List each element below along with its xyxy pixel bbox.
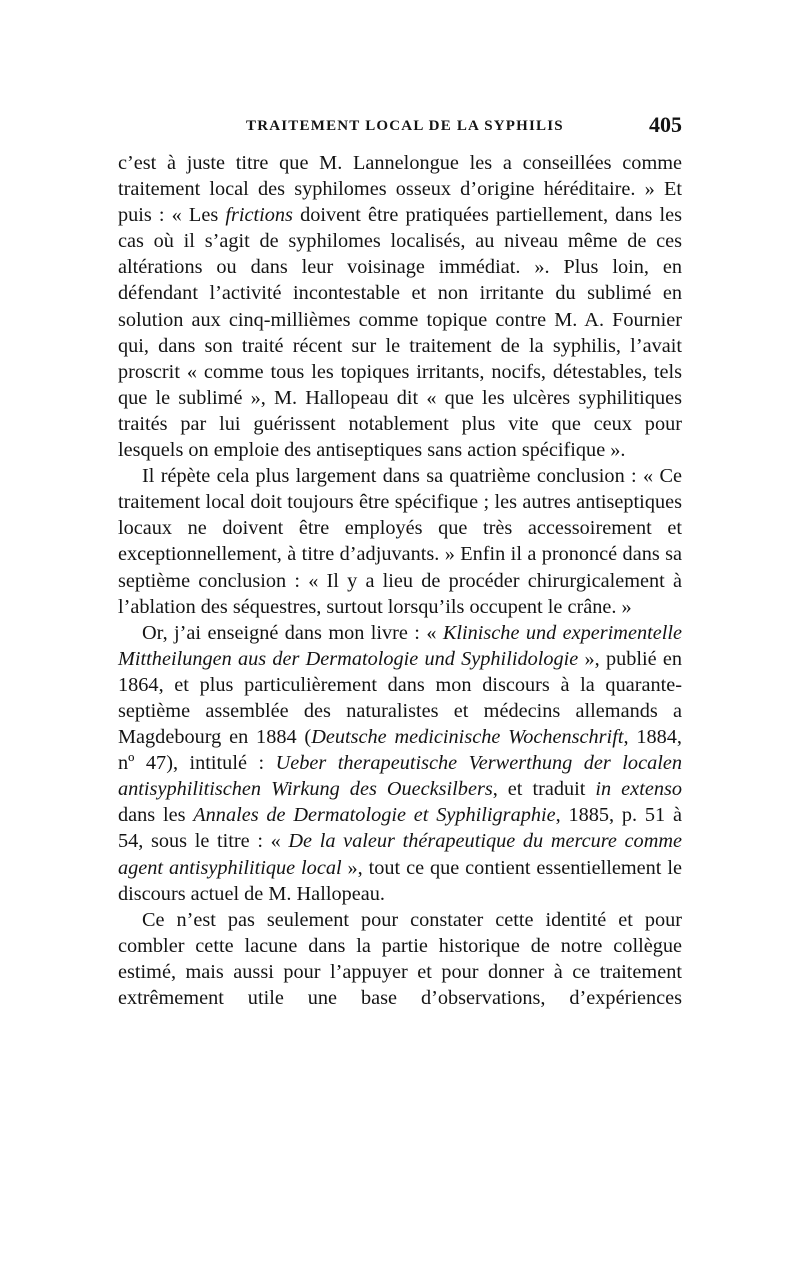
paragraph xyxy=(118,907,682,1011)
text-segment-italic: De la valeur thérapeutique du mercure comme agent antisyphilitique local xyxy=(118,830,682,879)
text-segment: dans les xyxy=(118,804,194,827)
book-page xyxy=(118,112,682,1011)
text-segment: Il répète cela plus largement dans sa quatrième conclusion : « Ce traitement local doit toujours être spécifique ; les autres antiseptiques locaux ne doivent être employés que très accessoirement et exceptionnellement, à titre d’adjuvants. » Enfin il a prononcé dans sa septième conclusion : « Il y a lieu de procéder chirurgicalement à l’ablation des séquestres, surtout lorsqu’ils occupent le crâne. » xyxy=(118,465,682,618)
text-segment: , et traduit xyxy=(492,778,596,801)
text-segment: c’est à juste titre que M. Lannelongue les a conseillées comme traitement local des syphilomes osseux d’origine héréditaire. » Et puis : « Les xyxy=(118,152,682,227)
text-segment-italic: in extenso xyxy=(595,778,682,801)
text-segment: », tout ce que contient essentiellement le discours actuel de M. Hallopeau. xyxy=(118,856,682,905)
paragraph xyxy=(118,463,682,620)
text-segment: Or, j’ai enseigné dans mon livre : « xyxy=(142,621,443,644)
paragraph xyxy=(118,620,682,907)
text-segment-italic: Annales de Dermatologie et Syphiligraphie xyxy=(193,804,556,827)
text-segment: , 1884, nº 47), intitulé : xyxy=(118,726,682,775)
text-segment: Ce n’est pas seulement pour constater cette identité et pour combler cette lacune dans la partie historique de notre collègue estimé, mais aussi pour l’appuyer et pour donner à ce traitement extrêmement utile une base d’observations, d’expériences xyxy=(118,908,682,1009)
text-segment-italic: Ueber therapeutische Verwerthung der localen antisyphilitischen Wirkung des Ouecksilbers xyxy=(118,752,682,801)
body-text xyxy=(118,150,682,1011)
text-segment: », publié en 1864, et plus particulièrement dans mon discours à la quarante-septième assemblée des naturalistes et médecins allemands a Magdebourg en 1884 ( xyxy=(118,647,683,749)
text-segment: , 1885, p. 51 à 54, sous le titre : « xyxy=(118,804,682,853)
page-header xyxy=(118,112,682,142)
text-segment-italic: frictions xyxy=(225,204,293,227)
text-segment: doivent être pratiquées partiellement, dans les cas où il s’agit de syphilomes localisés, au niveau même de ces altérations ou dans leur voisinage immédiat. ». Plus loin, en défendant l’activité incontestable et non irritante du sublimé en solution aux cinq-millièmes comme topique contre M. A. Fournier qui, dans son traité récent sur le traitement de la syphilis, l’avait proscrit « comme tous les topiques irritants, nocifs, détestables, tels que le sublimé », M. Hallopeau dit « que les ulcères syphilitiques traités par lui guérissent notablement plus vite que ceux pour lesquels on emploie des antiseptiques sans action spécifique ». xyxy=(118,204,682,462)
paragraph xyxy=(118,150,682,463)
running-title: TRAITEMENT LOCAL DE LA SYPHILIS xyxy=(246,118,564,134)
page-number: 405 xyxy=(649,112,682,137)
text-segment-italic: Deutsche medicinische Wochenschrift xyxy=(311,726,624,749)
text-segment-italic: Klinische und experimentelle Mittheilungen aus der Dermatologie und Syphilidologie xyxy=(118,621,683,670)
